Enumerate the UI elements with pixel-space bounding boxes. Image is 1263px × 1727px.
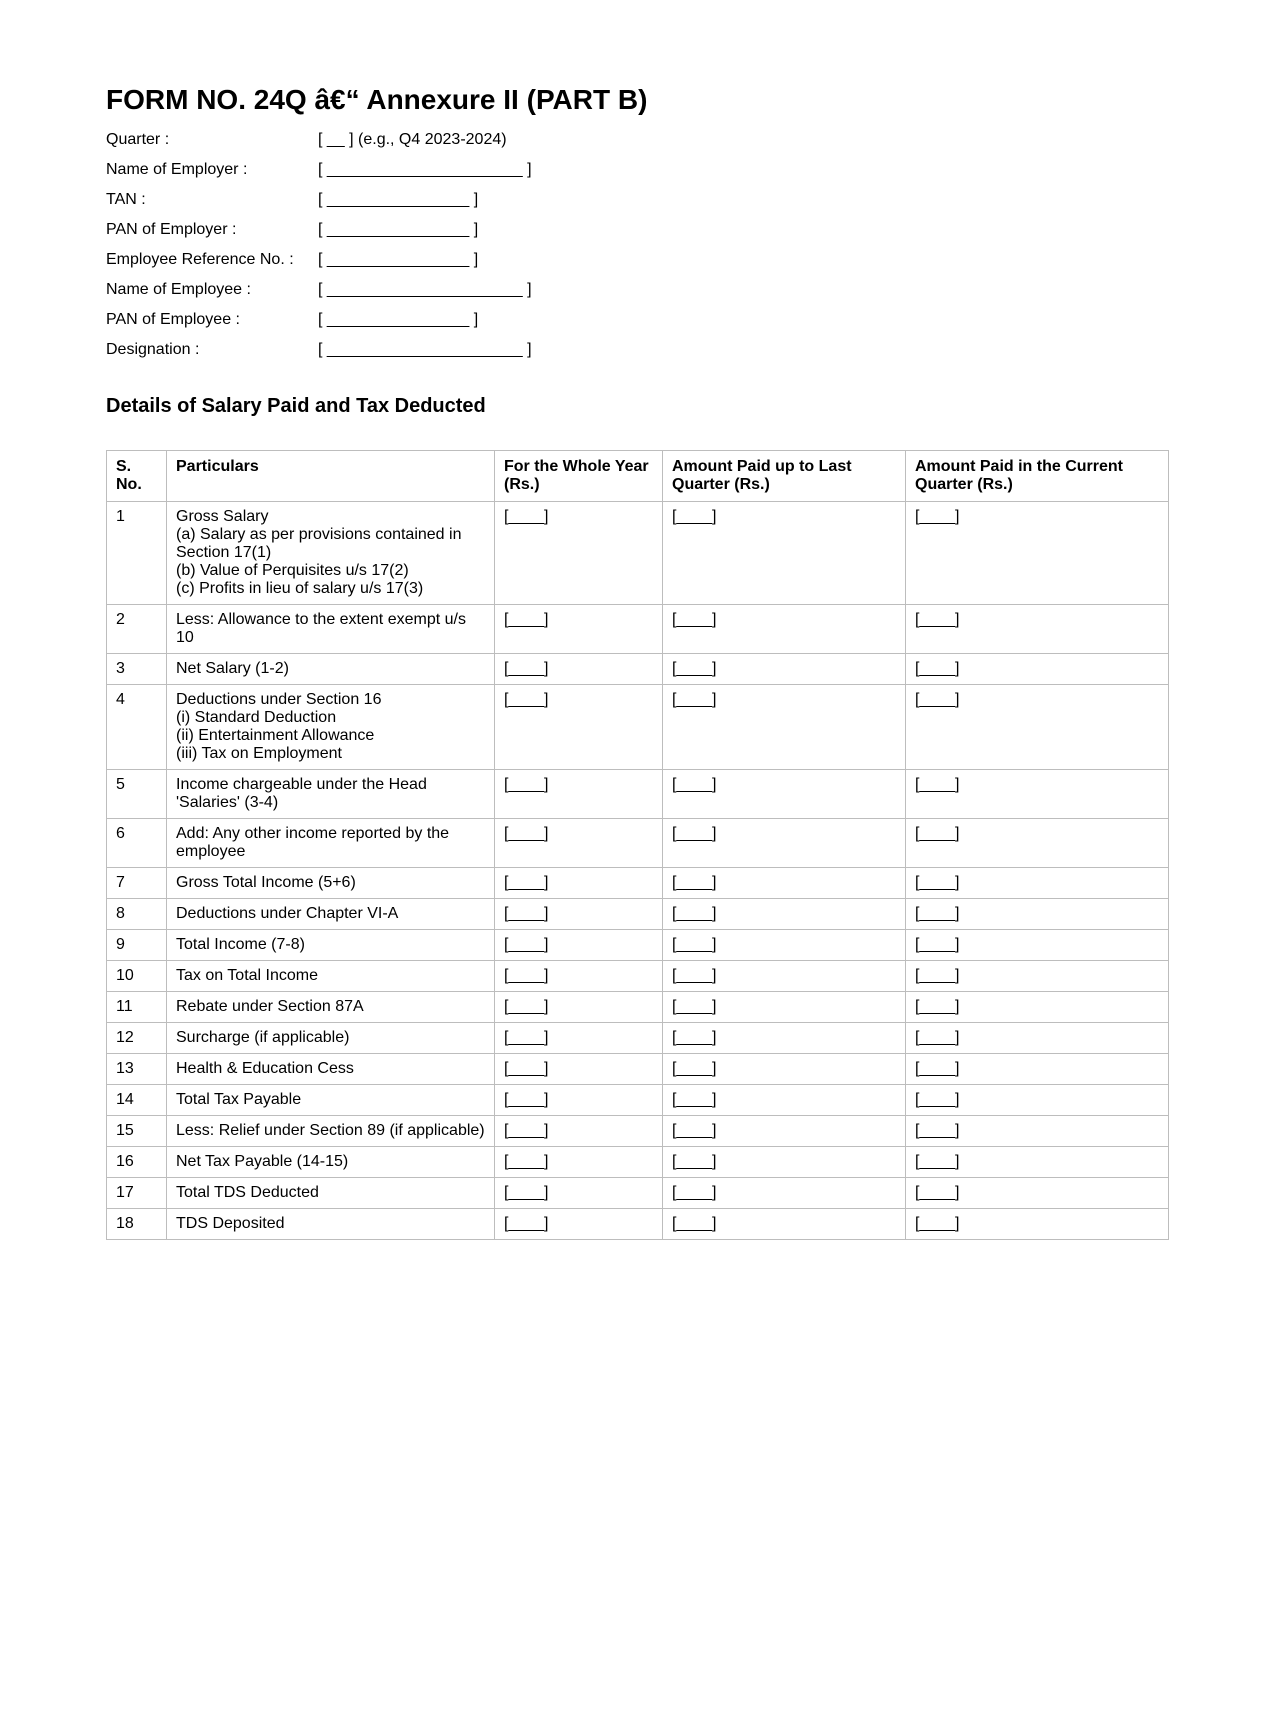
amount-last-quarter-blank[interactable]: [____] — [672, 1029, 717, 1046]
amount-current-quarter-cell — [906, 1085, 1169, 1116]
amount-last-quarter-blank[interactable]: [____] — [672, 1091, 717, 1108]
amount-whole-year-cell — [495, 930, 663, 961]
field-tan — [106, 188, 1168, 218]
particulars-heading: Gross Total Income (5+6) — [176, 874, 356, 891]
table-row — [107, 1116, 1169, 1147]
table-row — [107, 502, 1169, 605]
row-particulars — [167, 868, 495, 899]
particulars-heading: Net Salary (1-2) — [176, 660, 289, 677]
particulars-subitem: (b) Value of Perquisites u/s 17(2) — [176, 562, 409, 579]
employee-pan-blank[interactable]: [ ________________ ] — [318, 311, 479, 328]
row-particulars — [167, 930, 495, 961]
amount-last-quarter-cell — [663, 1085, 906, 1116]
amount-current-quarter-cell — [906, 1178, 1169, 1209]
form-page — [106, 82, 1168, 1240]
amount-whole-year-blank[interactable]: [____] — [504, 905, 549, 922]
field-employee-pan — [106, 308, 1168, 338]
amount-whole-year-blank[interactable]: [____] — [504, 998, 549, 1015]
field-label: Quarter : — [106, 131, 170, 148]
amount-whole-year-cell — [495, 1023, 663, 1054]
amount-current-quarter-cell — [906, 605, 1169, 654]
particulars-heading: Total Tax Payable — [176, 1091, 302, 1108]
amount-whole-year-blank[interactable]: [____] — [504, 691, 549, 708]
row-particulars — [167, 961, 495, 992]
employee-ref-blank[interactable]: [ ________________ ] — [318, 251, 479, 268]
amount-last-quarter-blank[interactable]: [____] — [672, 1060, 717, 1077]
row-sno: 3 — [107, 654, 167, 685]
amount-last-quarter-blank[interactable]: [____] — [672, 1215, 717, 1232]
amount-whole-year-cell — [495, 654, 663, 685]
employer-pan-blank[interactable]: [ ________________ ] — [318, 221, 479, 238]
field-label: PAN of Employer : — [106, 221, 237, 238]
row-sno: 9 — [107, 930, 167, 961]
amount-last-quarter-cell — [663, 502, 906, 605]
employee-details — [106, 128, 1168, 368]
amount-whole-year-cell — [495, 770, 663, 819]
row-particulars — [167, 1054, 495, 1085]
row-sno: 1 — [107, 502, 167, 605]
field-label: PAN of Employee : — [106, 311, 240, 328]
particulars-heading: Net Tax Payable (14-15) — [176, 1153, 349, 1170]
row-particulars — [167, 899, 495, 930]
row-particulars — [167, 770, 495, 819]
employee-name-blank[interactable]: [ ______________________ ] — [318, 281, 532, 298]
header-sno: S. No. — [107, 451, 167, 502]
amount-current-quarter-blank[interactable]: [____] — [915, 1029, 960, 1046]
amount-current-quarter-cell — [906, 992, 1169, 1023]
amount-last-quarter-blank[interactable]: [____] — [672, 1122, 717, 1139]
amount-current-quarter-cell — [906, 961, 1169, 992]
amount-current-quarter-blank[interactable]: [____] — [915, 1060, 960, 1077]
amount-whole-year-cell — [495, 1147, 663, 1178]
salary-table — [106, 450, 1169, 1240]
amount-last-quarter-cell — [663, 1116, 906, 1147]
amount-whole-year-blank[interactable]: [____] — [504, 776, 549, 793]
amount-last-quarter-blank[interactable]: [____] — [672, 1153, 717, 1170]
header-particulars: Particulars — [167, 451, 495, 502]
row-sno: 12 — [107, 1023, 167, 1054]
row-particulars — [167, 654, 495, 685]
amount-last-quarter-blank[interactable]: [____] — [672, 691, 717, 708]
amount-whole-year-cell — [495, 1209, 663, 1240]
table-row — [107, 770, 1169, 819]
field-quarter — [106, 128, 1168, 158]
particulars-heading: Rebate under Section 87A — [176, 998, 364, 1015]
row-sno: 16 — [107, 1147, 167, 1178]
amount-current-quarter-cell — [906, 685, 1169, 770]
row-sno: 15 — [107, 1116, 167, 1147]
amount-whole-year-blank[interactable]: [____] — [504, 825, 549, 842]
amount-current-quarter-cell — [906, 899, 1169, 930]
amount-current-quarter-blank[interactable]: [____] — [915, 508, 960, 525]
quarter-blank[interactable]: [ __ ] (e.g., Q4 2023-2024) — [318, 131, 507, 148]
field-employer-pan — [106, 218, 1168, 248]
amount-current-quarter-blank[interactable]: [____] — [915, 1215, 960, 1232]
table-row — [107, 992, 1169, 1023]
table-row — [107, 1023, 1169, 1054]
amount-current-quarter-blank[interactable]: [____] — [915, 691, 960, 708]
amount-current-quarter-blank[interactable]: [____] — [915, 1153, 960, 1170]
table-body — [107, 502, 1169, 1240]
table-row — [107, 1178, 1169, 1209]
particulars-heading: Less: Allowance to the extent exempt u/s 10 — [176, 611, 466, 646]
amount-whole-year-blank[interactable]: [____] — [504, 967, 549, 984]
field-label: Designation : — [106, 341, 200, 358]
particulars-subitem: (iii) Tax on Employment — [176, 745, 342, 762]
amount-last-quarter-blank[interactable]: [____] — [672, 1184, 717, 1201]
field-designation — [106, 338, 1168, 368]
row-sno: 10 — [107, 961, 167, 992]
field-label: TAN : — [106, 191, 146, 208]
amount-last-quarter-blank[interactable]: [____] — [672, 611, 717, 628]
amount-whole-year-cell — [495, 992, 663, 1023]
row-particulars — [167, 1178, 495, 1209]
header-last-quarter: Amount Paid up to Last Quarter (Rs.) — [663, 451, 906, 502]
amount-whole-year-cell — [495, 899, 663, 930]
amount-current-quarter-cell — [906, 1116, 1169, 1147]
amount-last-quarter-blank[interactable]: [____] — [672, 998, 717, 1015]
particulars-subitem: (i) Standard Deduction — [176, 709, 337, 726]
amount-last-quarter-cell — [663, 605, 906, 654]
row-particulars — [167, 1209, 495, 1240]
amount-whole-year-cell — [495, 1178, 663, 1209]
header-whole-year: For the Whole Year (Rs.) — [495, 451, 663, 502]
particulars-heading: Health & Education Cess — [176, 1060, 354, 1077]
particulars-heading: TDS Deposited — [176, 1215, 285, 1232]
amount-current-quarter-blank[interactable]: [____] — [915, 1091, 960, 1108]
designation-blank[interactable]: [ ______________________ ] — [318, 341, 532, 358]
amount-whole-year-cell — [495, 685, 663, 770]
field-label: Employee Reference No. : — [106, 251, 294, 268]
row-sno: 5 — [107, 770, 167, 819]
particulars-heading: Deductions under Chapter VI-A — [176, 905, 399, 922]
particulars-heading: Total Income (7-8) — [176, 936, 305, 953]
row-particulars — [167, 1147, 495, 1178]
amount-last-quarter-cell — [663, 1209, 906, 1240]
row-particulars — [167, 1085, 495, 1116]
amount-current-quarter-blank[interactable]: [____] — [915, 776, 960, 793]
amount-current-quarter-cell — [906, 502, 1169, 605]
row-particulars — [167, 819, 495, 868]
amount-whole-year-blank[interactable]: [____] — [504, 660, 549, 677]
amount-whole-year-cell — [495, 1054, 663, 1085]
row-sno: 11 — [107, 992, 167, 1023]
amount-last-quarter-blank[interactable]: [____] — [672, 905, 717, 922]
table-row — [107, 685, 1169, 770]
table-row — [107, 1147, 1169, 1178]
particulars-subitem: (a) Salary as per provisions contained in Section 17(1) — [176, 526, 462, 561]
amount-current-quarter-cell — [906, 1209, 1169, 1240]
amount-whole-year-blank[interactable]: [____] — [504, 1060, 549, 1077]
amount-current-quarter-blank[interactable]: [____] — [915, 825, 960, 842]
form-title: FORM NO. 24Q â€“ Annexure II (PART B) — [106, 84, 648, 115]
row-sno: 17 — [107, 1178, 167, 1209]
amount-last-quarter-blank[interactable]: [____] — [672, 776, 717, 793]
amount-last-quarter-cell — [663, 1147, 906, 1178]
table-row — [107, 605, 1169, 654]
tan-blank[interactable]: [ ________________ ] — [318, 191, 479, 208]
amount-whole-year-cell — [495, 868, 663, 899]
row-particulars — [167, 1116, 495, 1147]
amount-whole-year-cell — [495, 819, 663, 868]
amount-whole-year-blank[interactable]: [____] — [504, 1184, 549, 1201]
amount-whole-year-blank[interactable]: [____] — [504, 508, 549, 525]
field-employee-name — [106, 278, 1168, 308]
header-current-quarter: Amount Paid in the Current Quarter (Rs.) — [906, 451, 1169, 502]
table-row — [107, 899, 1169, 930]
employer-name-blank[interactable]: [ ______________________ ] — [318, 161, 532, 178]
amount-whole-year-blank[interactable]: [____] — [504, 874, 549, 891]
field-label: Name of Employee : — [106, 281, 251, 298]
row-sno: 4 — [107, 685, 167, 770]
amount-whole-year-cell — [495, 1085, 663, 1116]
amount-current-quarter-blank[interactable]: [____] — [915, 936, 960, 953]
particulars-heading: Tax on Total Income — [176, 967, 319, 984]
amount-current-quarter-cell — [906, 819, 1169, 868]
amount-whole-year-blank[interactable]: [____] — [504, 1122, 549, 1139]
row-sno: 6 — [107, 819, 167, 868]
table-row — [107, 1054, 1169, 1085]
amount-current-quarter-cell — [906, 868, 1169, 899]
table-row — [107, 930, 1169, 961]
amount-last-quarter-cell — [663, 930, 906, 961]
amount-whole-year-cell — [495, 605, 663, 654]
field-label: Name of Employer : — [106, 161, 248, 178]
amount-current-quarter-blank[interactable]: [____] — [915, 874, 960, 891]
amount-last-quarter-cell — [663, 899, 906, 930]
particulars-heading: Gross Salary — [176, 508, 269, 525]
row-particulars — [167, 992, 495, 1023]
amount-current-quarter-blank[interactable]: [____] — [915, 1184, 960, 1201]
amount-whole-year-blank[interactable]: [____] — [504, 1029, 549, 1046]
particulars-heading: Surcharge (if applicable) — [176, 1029, 350, 1046]
amount-last-quarter-blank[interactable]: [____] — [672, 660, 717, 677]
amount-current-quarter-cell — [906, 930, 1169, 961]
particulars-heading: Add: Any other income reported by the employee — [176, 825, 450, 860]
particulars-subitem: (c) Profits in lieu of salary u/s 17(3) — [176, 580, 424, 597]
amount-last-quarter-cell — [663, 1054, 906, 1085]
amount-current-quarter-blank[interactable]: [____] — [915, 967, 960, 984]
amount-last-quarter-blank[interactable]: [____] — [672, 825, 717, 842]
row-particulars — [167, 1023, 495, 1054]
table-row — [107, 1209, 1169, 1240]
amount-current-quarter-cell — [906, 1147, 1169, 1178]
row-particulars — [167, 605, 495, 654]
amount-current-quarter-blank[interactable]: [____] — [915, 1122, 960, 1139]
amount-current-quarter-cell — [906, 1023, 1169, 1054]
amount-whole-year-blank[interactable]: [____] — [504, 1091, 549, 1108]
row-sno: 7 — [107, 868, 167, 899]
amount-whole-year-blank[interactable]: [____] — [504, 611, 549, 628]
particulars-heading: Deductions under Section 16 — [176, 691, 382, 708]
amount-last-quarter-cell — [663, 819, 906, 868]
particulars-subitem: (ii) Entertainment Allowance — [176, 727, 375, 744]
table-row — [107, 1085, 1169, 1116]
section-title: Details of Salary Paid and Tax Deducted — [106, 395, 486, 417]
amount-last-quarter-cell — [663, 654, 906, 685]
table-row — [107, 819, 1169, 868]
amount-whole-year-cell — [495, 1116, 663, 1147]
field-employee-ref — [106, 248, 1168, 278]
amount-current-quarter-blank[interactable]: [____] — [915, 905, 960, 922]
amount-last-quarter-cell — [663, 770, 906, 819]
amount-current-quarter-blank[interactable]: [____] — [915, 998, 960, 1015]
table-header-row — [107, 451, 1169, 502]
amount-last-quarter-cell — [663, 685, 906, 770]
table-row — [107, 654, 1169, 685]
row-sno: 18 — [107, 1209, 167, 1240]
amount-last-quarter-blank[interactable]: [____] — [672, 967, 717, 984]
amount-current-quarter-blank[interactable]: [____] — [915, 660, 960, 677]
amount-last-quarter-cell — [663, 1178, 906, 1209]
row-particulars — [167, 685, 495, 770]
amount-current-quarter-cell — [906, 1054, 1169, 1085]
amount-last-quarter-cell — [663, 961, 906, 992]
amount-whole-year-cell — [495, 961, 663, 992]
amount-whole-year-blank[interactable]: [____] — [504, 1153, 549, 1170]
amount-whole-year-blank[interactable]: [____] — [504, 1215, 549, 1232]
amount-current-quarter-cell — [906, 770, 1169, 819]
row-sno: 13 — [107, 1054, 167, 1085]
row-sno: 8 — [107, 899, 167, 930]
row-sno: 14 — [107, 1085, 167, 1116]
field-employer-name — [106, 158, 1168, 188]
table-row — [107, 961, 1169, 992]
particulars-heading: Less: Relief under Section 89 (if applicable) — [176, 1122, 485, 1139]
amount-whole-year-cell — [495, 502, 663, 605]
table-row — [107, 868, 1169, 899]
amount-last-quarter-cell — [663, 992, 906, 1023]
amount-last-quarter-blank[interactable]: [____] — [672, 508, 717, 525]
amount-current-quarter-blank[interactable]: [____] — [915, 611, 960, 628]
amount-current-quarter-cell — [906, 654, 1169, 685]
particulars-heading: Income chargeable under the Head 'Salaries' (3-4) — [176, 776, 427, 811]
row-particulars — [167, 502, 495, 605]
amount-last-quarter-cell — [663, 868, 906, 899]
amount-whole-year-blank[interactable]: [____] — [504, 936, 549, 953]
amount-last-quarter-cell — [663, 1023, 906, 1054]
amount-last-quarter-blank[interactable]: [____] — [672, 936, 717, 953]
amount-last-quarter-blank[interactable]: [____] — [672, 874, 717, 891]
row-sno: 2 — [107, 605, 167, 654]
particulars-heading: Total TDS Deducted — [176, 1184, 319, 1201]
